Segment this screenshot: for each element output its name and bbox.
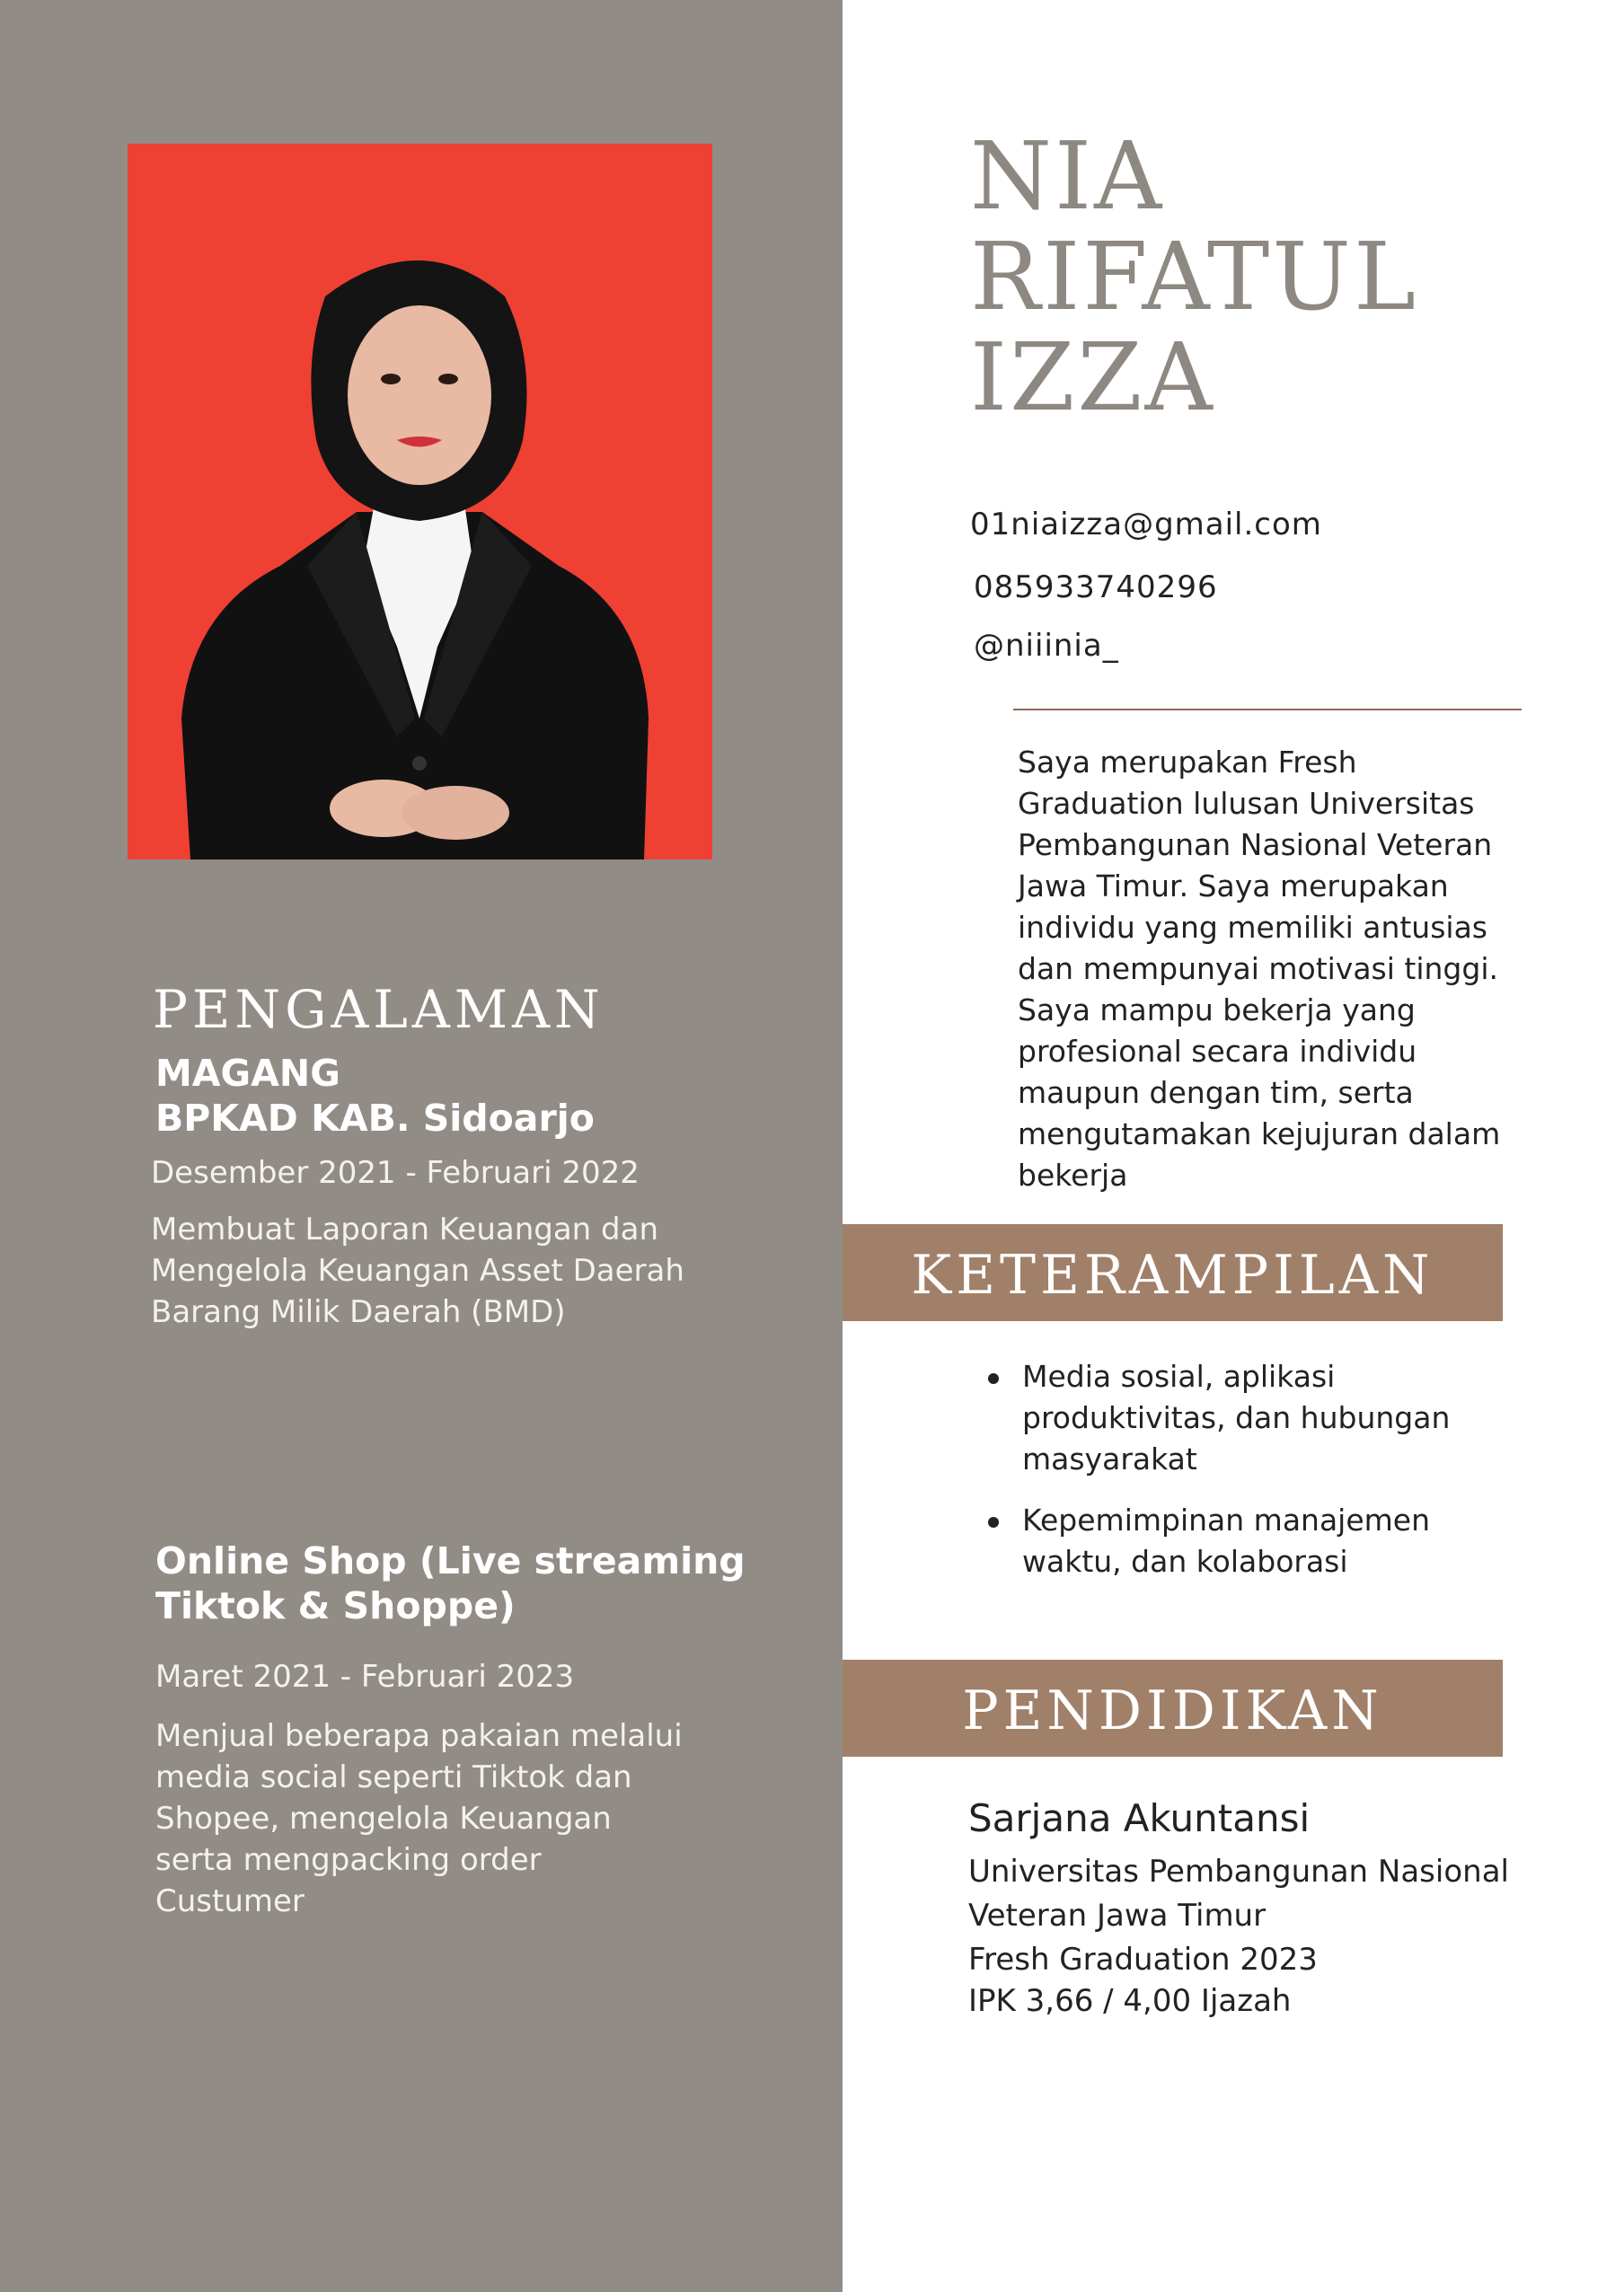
- education-line-2: Veteran Jawa Timur: [968, 1898, 1267, 1934]
- social-handle-text: @niiinia_: [974, 628, 1119, 664]
- education-heading: PENDIDIKAN: [962, 1679, 1383, 1742]
- phone-text: 085933740296: [974, 569, 1218, 605]
- experience-item-1-title: [155, 1051, 595, 1141]
- skills-list-item: Kepemimpinan manajemen waktu, dan kolaborasi: [1022, 1500, 1471, 1582]
- experience-item-2-date: Maret 2021 - Februari 2023: [155, 1659, 575, 1695]
- experience-item-1-date: Desember 2021 - Februari 2022: [151, 1155, 640, 1191]
- education-line-1: Universitas Pembangunan Nasional: [968, 1854, 1509, 1890]
- contact-divider: [1013, 709, 1522, 710]
- experience-item-1-title-line-1: MAGANG: [155, 1052, 340, 1095]
- education-line-4: IPK 3,66 / 4,00 Ijazah: [968, 1983, 1292, 2019]
- candidate-name: [970, 121, 1419, 432]
- skills-heading: KETERAMPILAN: [911, 1244, 1434, 1307]
- experience-item-1-description: Membuat Laporan Keuangan dan Mengelola Keuangan Asset Daerah Barang Milik Daerah (BMD): [151, 1212, 684, 1330]
- profile-summary: Saya merupakan Fresh Graduation lulusan Universitas Pembangunan Nasional Veteran Jawa Timur. Saya merupakan individu yang memiliki antusias dan mempunyai motivasi tinggi. Saya mampu bekerja yang profesional secara individu maupun dengan tim, serta mengutamakan kejujuran dalam bekerja: [1018, 745, 1501, 1193]
- education-band: [843, 1660, 1503, 1757]
- experience-item-1-title-line-2: BPKAD KAB. Sidoarjo: [155, 1097, 595, 1140]
- education-line-3: Fresh Graduation 2023: [968, 1942, 1318, 1978]
- skills-list-item: Media sosial, aplikasi produktivitas, dan hubungan masyarakat: [1022, 1356, 1471, 1480]
- name-line-2: RIFATUL: [970, 222, 1419, 331]
- experience-heading: PENGALAMAN: [153, 979, 605, 1040]
- experience-item-2-title: [155, 1538, 746, 1628]
- name-line-1: NIA: [970, 121, 1165, 231]
- experience-item-2-title-line-1: Online Shop (Live streaming: [155, 1539, 746, 1582]
- skills-band: [843, 1224, 1503, 1321]
- profile-photo: [128, 144, 712, 860]
- email-text: 01niaizza@gmail.com: [970, 507, 1322, 542]
- experience-item-2-title-line-2: Tiktok & Shoppe): [155, 1584, 516, 1627]
- name-line-3: IZZA: [970, 322, 1215, 432]
- education-degree: Sarjana Akuntansi: [968, 1796, 1311, 1840]
- skills-list: [1022, 1356, 1471, 1602]
- experience-item-2-description: Menjual beberapa pakaian melalui media social seperti Tiktok dan Shopee, mengelola Keuangan serta mengpacking order Custumer: [155, 1718, 683, 1919]
